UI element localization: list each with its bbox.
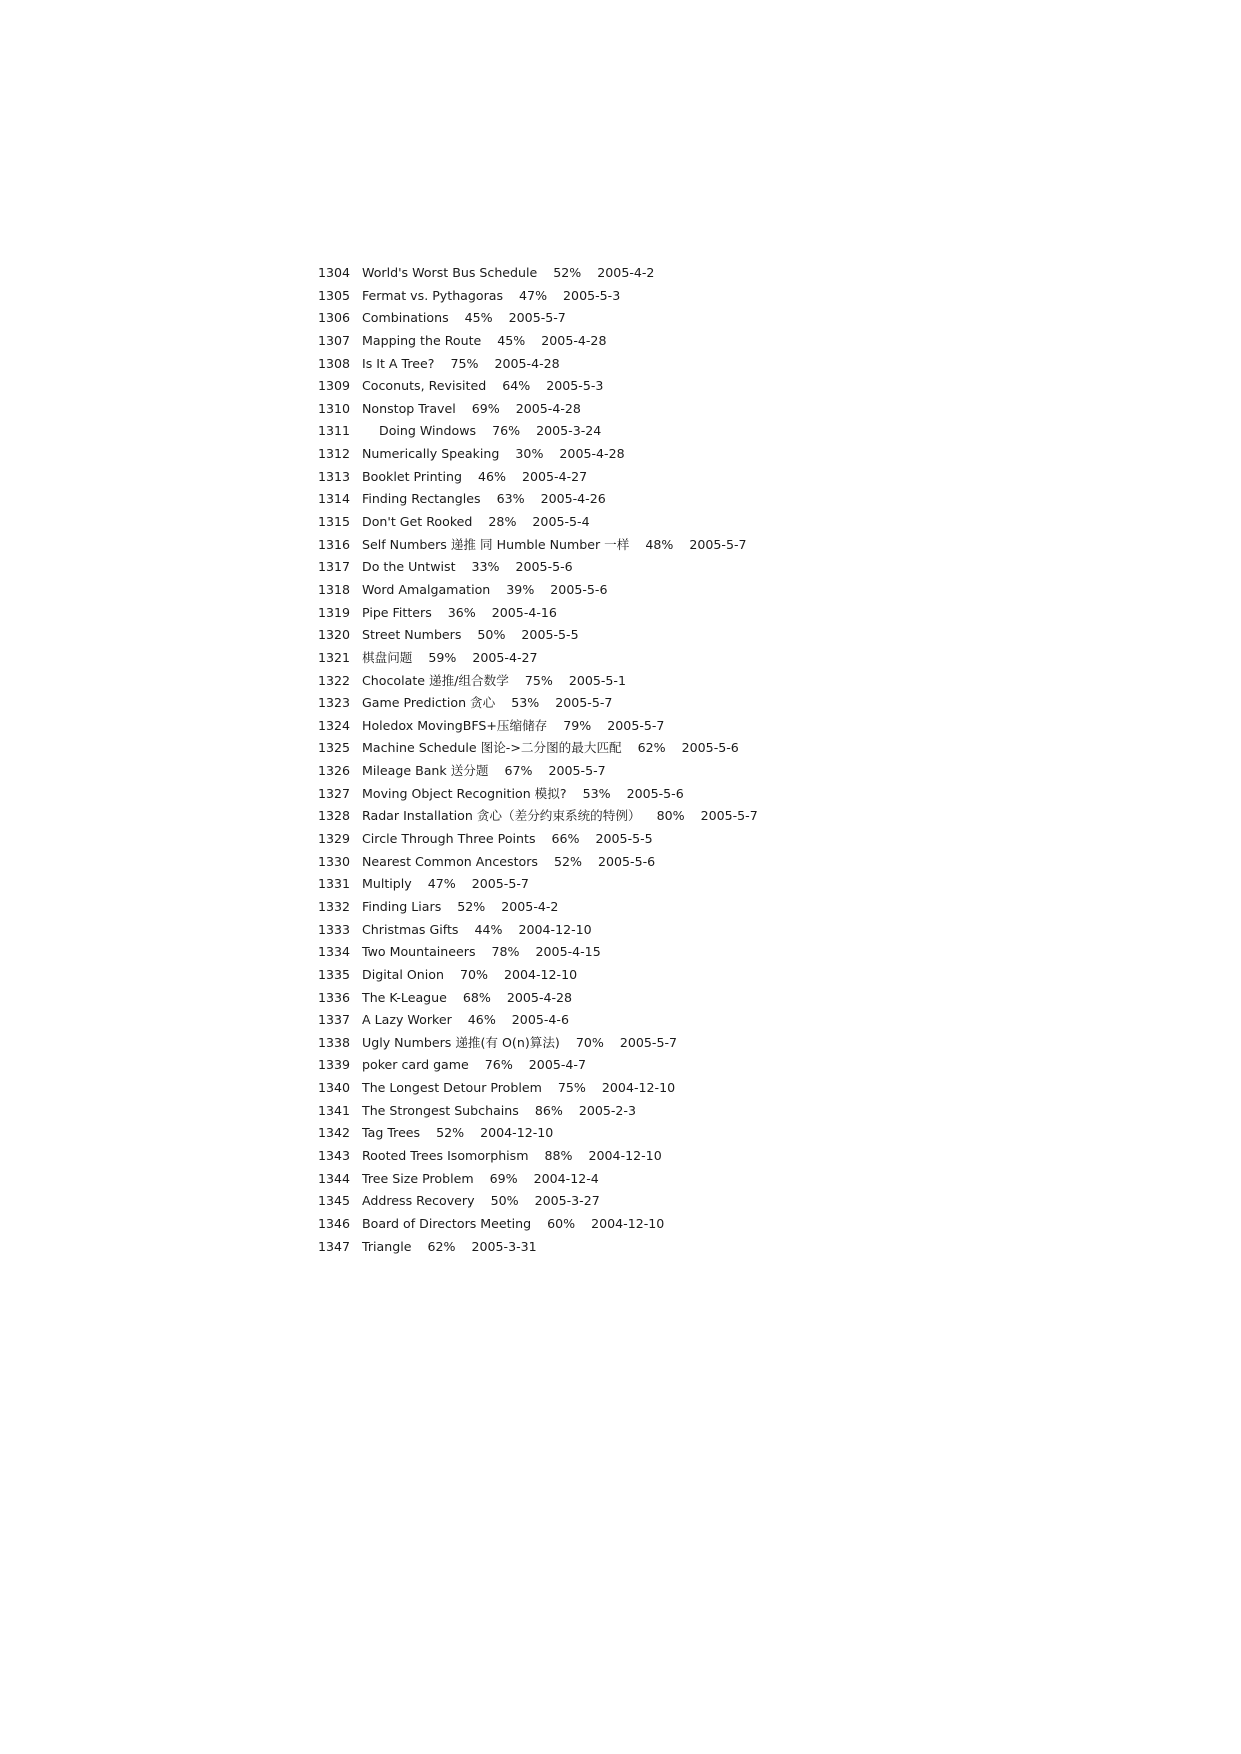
problem-row [318,307,1158,330]
problem-row [318,828,1158,851]
problem-date: 2005-5-7 [689,536,747,552]
problem-id: 1317 [318,559,351,575]
acceptance-rate: 79% [563,717,592,733]
problem-row [318,715,1158,738]
problem-row [318,1190,1158,1213]
problem-id: 1305 [318,287,351,303]
problem-row [318,941,1158,964]
problem-row [318,987,1158,1010]
acceptance-rate: 80% [656,808,685,824]
problem-row [318,851,1158,874]
acceptance-rate: 62% [427,1238,456,1254]
problem-date: 2005-4-2 [597,265,655,280]
acceptance-rate: 67% [504,763,533,779]
problem-id: 1313 [318,468,351,484]
acceptance-rate: 63% [496,491,525,507]
problem-row [318,1054,1158,1077]
problem-id: 1312 [318,446,351,462]
problem-date: 2005-4-27 [521,468,588,484]
problem-title: Pipe Fitters [362,604,432,620]
acceptance-rate: 30% [515,446,544,462]
problem-row [318,919,1158,942]
acceptance-rate: 64% [502,378,531,394]
problem-id: 1332 [318,898,351,914]
problem-title: Multiply [362,876,412,892]
acceptance-rate: 76% [484,1057,513,1073]
problem-title: Triangle [362,1238,412,1254]
problem-id: 1321 [318,649,351,665]
problem-row [318,353,1158,376]
acceptance-rate: 44% [474,921,503,937]
problem-date: 2004-12-10 [588,1147,662,1163]
problem-title: Mileage Bank 送分题 [362,763,489,779]
problem-title: Nearest Common Ancestors [362,853,538,869]
problem-row [318,873,1158,896]
problem-title: Machine Schedule 图论->二分图的最大匹配 [362,740,622,756]
problem-row [318,1213,1158,1236]
acceptance-rate: 39% [506,581,535,597]
problem-row [318,760,1158,783]
acceptance-rate: 68% [462,989,491,1005]
problem-date: 2004-12-10 [518,921,592,937]
acceptance-rate: 50% [477,627,506,643]
acceptance-rate: 66% [551,831,580,847]
problem-row [318,488,1158,511]
problem-row [318,670,1158,693]
problem-id: 1322 [318,672,351,688]
problem-title: Ugly Numbers 递推(有 O(n)算法) [362,1034,560,1050]
problem-date: 2005-5-7 [508,310,566,326]
problem-row [318,737,1158,760]
problem-row [318,1077,1158,1100]
acceptance-rate: 33% [471,559,500,575]
problem-title: Mapping the Route [362,332,482,348]
problem-date: 2005-5-7 [471,876,529,892]
problem-id: 1333 [318,921,351,937]
problem-title: Self Numbers 递推 同 Humble Number 一样 [362,536,630,552]
problem-row [318,602,1158,625]
problem-title: Word Amalgamation [362,581,491,597]
problem-title: Holedox MovingBFS+压缩储存 [362,717,548,733]
acceptance-rate: 86% [534,1102,563,1118]
problem-title: Doing Windows [379,423,477,439]
problem-date: 2005-5-6 [597,853,656,869]
problem-title: Do the Untwist [362,559,456,575]
problem-title: The K-League [362,989,447,1005]
problem-row [318,511,1158,534]
problem-date: 2005-5-7 [700,808,758,824]
problem-id: 1331 [318,876,351,892]
problem-title: Radar Installation 贪心（差分约束系统的特例） [362,808,641,824]
problem-id: 1308 [318,355,351,371]
problem-id: 1327 [318,785,351,801]
problem-title: Combinations [362,310,449,326]
problem-title: Game Prediction 贪心 [362,695,496,711]
problem-row [318,1009,1158,1032]
problem-title: A Lazy Worker [362,1012,452,1028]
acceptance-rate: 78% [491,944,520,960]
problem-title: Tag Trees [362,1125,421,1141]
problem-title: The Strongest Subchains [362,1102,519,1118]
problem-title: Finding Liars [362,898,442,914]
problem-id: 1310 [318,400,351,416]
problem-row [318,1032,1158,1055]
problem-title: Street Numbers [362,627,462,643]
problem-title: Finding Rectangles [362,491,481,507]
problem-title: Don't Get Rooked [362,514,473,530]
problem-date: 2005-4-28 [506,989,573,1005]
problem-row [318,443,1158,466]
problem-date: 2005-2-3 [578,1102,636,1118]
problem-row [318,1122,1158,1145]
problem-title: The Longest Detour Problem [362,1080,542,1096]
problem-date: 2005-4-27 [472,649,538,665]
problem-id: 1306 [318,310,351,326]
problem-date: 2005-3-24 [536,423,602,439]
problem-id: 1311 [318,423,351,439]
problem-date: 2005-4-28 [515,400,581,416]
problem-id: 1336 [318,989,351,1005]
problem-id: 1320 [318,627,351,643]
problem-date: 2004-12-10 [601,1080,676,1096]
problem-date: 2005-5-7 [548,763,606,779]
problem-date: 2004-12-4 [533,1170,599,1186]
acceptance-rate: 75% [450,355,479,371]
problem-id: 1343 [318,1147,351,1163]
acceptance-rate: 52% [553,265,582,280]
acceptance-rate: 69% [471,400,500,416]
problem-row [318,805,1158,828]
acceptance-rate: 62% [637,740,666,756]
problem-id: 1345 [318,1193,351,1209]
problem-title: Chocolate 递推/组合数学 [362,672,509,688]
problem-date: 2005-5-1 [568,672,626,688]
acceptance-rate: 75% [524,672,553,688]
problem-row [318,896,1158,919]
problem-date: 2005-5-7 [619,1034,678,1050]
problem-id: 1347 [318,1238,351,1254]
problem-date: 2005-4-26 [540,491,606,507]
problem-id: 1314 [318,491,351,507]
problem-row [318,1168,1158,1191]
problem-title: Digital Onion [362,966,444,982]
problem-date: 2004-12-10 [503,966,578,982]
problem-date: 2005-5-7 [555,695,613,711]
problem-id: 1309 [318,378,351,394]
problem-id: 1342 [318,1125,351,1141]
acceptance-rate: 48% [645,536,674,552]
acceptance-rate: 50% [490,1193,519,1209]
problem-id: 1334 [318,944,351,960]
problem-id: 1344 [318,1170,351,1186]
problem-id: 1335 [318,966,351,982]
acceptance-rate: 53% [582,785,611,801]
acceptance-rate: 88% [544,1147,573,1163]
problem-date: 2004-12-10 [480,1125,554,1141]
problem-title: Circle Through Three Points [362,831,536,847]
acceptance-rate: 36% [447,604,476,620]
problem-title: Address Recovery [362,1193,475,1209]
problem-date: 2005-4-6 [511,1012,569,1028]
problem-row [318,375,1158,398]
acceptance-rate: 52% [436,1125,465,1141]
acceptance-rate: 60% [547,1215,576,1231]
acceptance-rate: 53% [511,695,540,711]
problem-title: Booklet Printing [362,468,462,484]
problem-id: 1323 [318,695,351,711]
problem-date: 2005-5-4 [532,514,590,530]
problem-title: poker card game [362,1057,469,1073]
acceptance-rate: 47% [427,876,456,892]
problem-id: 1328 [318,808,351,824]
problem-row [318,285,1158,308]
problem-date: 2005-4-16 [491,604,557,620]
problem-id: 1337 [318,1012,351,1028]
problem-id: 1338 [318,1034,351,1050]
problem-date: 2005-5-5 [521,627,579,643]
problem-id: 1315 [318,514,351,530]
problem-id: 1307 [318,332,351,348]
problem-title: Is It A Tree? [362,355,435,371]
acceptance-rate: 70% [459,966,488,982]
problem-id: 1329 [318,831,351,847]
problem-title: Moving Object Recognition 模拟? [362,785,567,801]
problem-id: 1304 [318,265,351,280]
acceptance-rate: 28% [488,514,517,530]
acceptance-rate: 47% [519,287,548,303]
problem-date: 2005-4-2 [501,898,559,914]
problem-date: 2005-5-5 [595,831,653,847]
problem-id: 1341 [318,1102,351,1118]
problem-title: Rooted Trees Isomorphism [362,1147,529,1163]
acceptance-rate: 70% [575,1034,604,1050]
acceptance-rate: 59% [428,649,457,665]
acceptance-rate: 45% [464,310,493,326]
problem-row [318,1145,1158,1168]
problem-date: 2005-4-15 [535,944,601,960]
problem-title: Coconuts, Revisited [362,378,487,394]
problem-row [318,579,1158,602]
acceptance-rate: 46% [467,1012,496,1028]
acceptance-rate: 46% [477,468,506,484]
problem-date: 2005-5-6 [550,581,608,597]
problem-id: 1326 [318,763,351,779]
problem-row [318,466,1158,489]
acceptance-rate: 45% [497,332,526,348]
problem-id: 1324 [318,717,351,733]
problem-date: 2005-4-28 [559,446,625,462]
problem-row [318,534,1158,557]
problem-date: 2005-5-7 [607,717,665,733]
problem-title: Fermat vs. Pythagoras [362,287,504,303]
problem-id: 1316 [318,536,351,552]
problem-date: 2005-4-28 [541,332,607,348]
problem-row [318,1236,1158,1259]
problem-title: Tree Size Problem [362,1170,474,1186]
problem-row [318,964,1158,987]
problem-list [318,262,1158,1258]
acceptance-rate: 69% [489,1170,518,1186]
problem-title: Nonstop Travel [362,400,456,416]
problem-date: 2005-5-6 [681,740,739,756]
problem-date: 2005-4-28 [494,355,560,371]
problem-date: 2005-3-31 [471,1238,537,1254]
problem-title: Board of Directors Meeting [362,1215,532,1231]
acceptance-rate: 75% [557,1080,586,1096]
problem-row [318,1100,1158,1123]
problem-title: Numerically Speaking [362,446,500,462]
problem-date: 2005-4-7 [528,1057,586,1073]
acceptance-rate: 52% [457,898,486,914]
problem-id: 1346 [318,1215,351,1231]
problem-row [318,692,1158,715]
problem-date: 2005-5-3 [546,378,604,394]
problem-row [318,556,1158,579]
problem-date: 2005-5-3 [563,287,621,303]
problem-row [318,647,1158,670]
problem-row [318,262,1158,285]
problem-title: World's Worst Bus Schedule [362,265,538,280]
problem-id: 1340 [318,1080,351,1096]
problem-date: 2004-12-10 [591,1215,665,1231]
acceptance-rate: 52% [553,853,582,869]
problem-date: 2005-5-6 [515,559,573,575]
problem-id: 1325 [318,740,351,756]
problem-row [318,330,1158,353]
problem-date: 2005-5-6 [626,785,684,801]
problem-title: Christmas Gifts [362,921,459,937]
problem-row [318,420,1158,443]
problem-row [318,783,1158,806]
problem-id: 1319 [318,604,351,620]
problem-id: 1318 [318,581,351,597]
problem-id: 1339 [318,1057,351,1073]
problem-date: 2005-3-27 [534,1193,600,1209]
problem-title: 棋盘问题 [362,649,413,665]
problem-id: 1330 [318,853,351,869]
problem-row [318,398,1158,421]
problem-title: Two Mountaineers [362,944,476,960]
problem-row [318,624,1158,647]
acceptance-rate: 76% [492,423,521,439]
